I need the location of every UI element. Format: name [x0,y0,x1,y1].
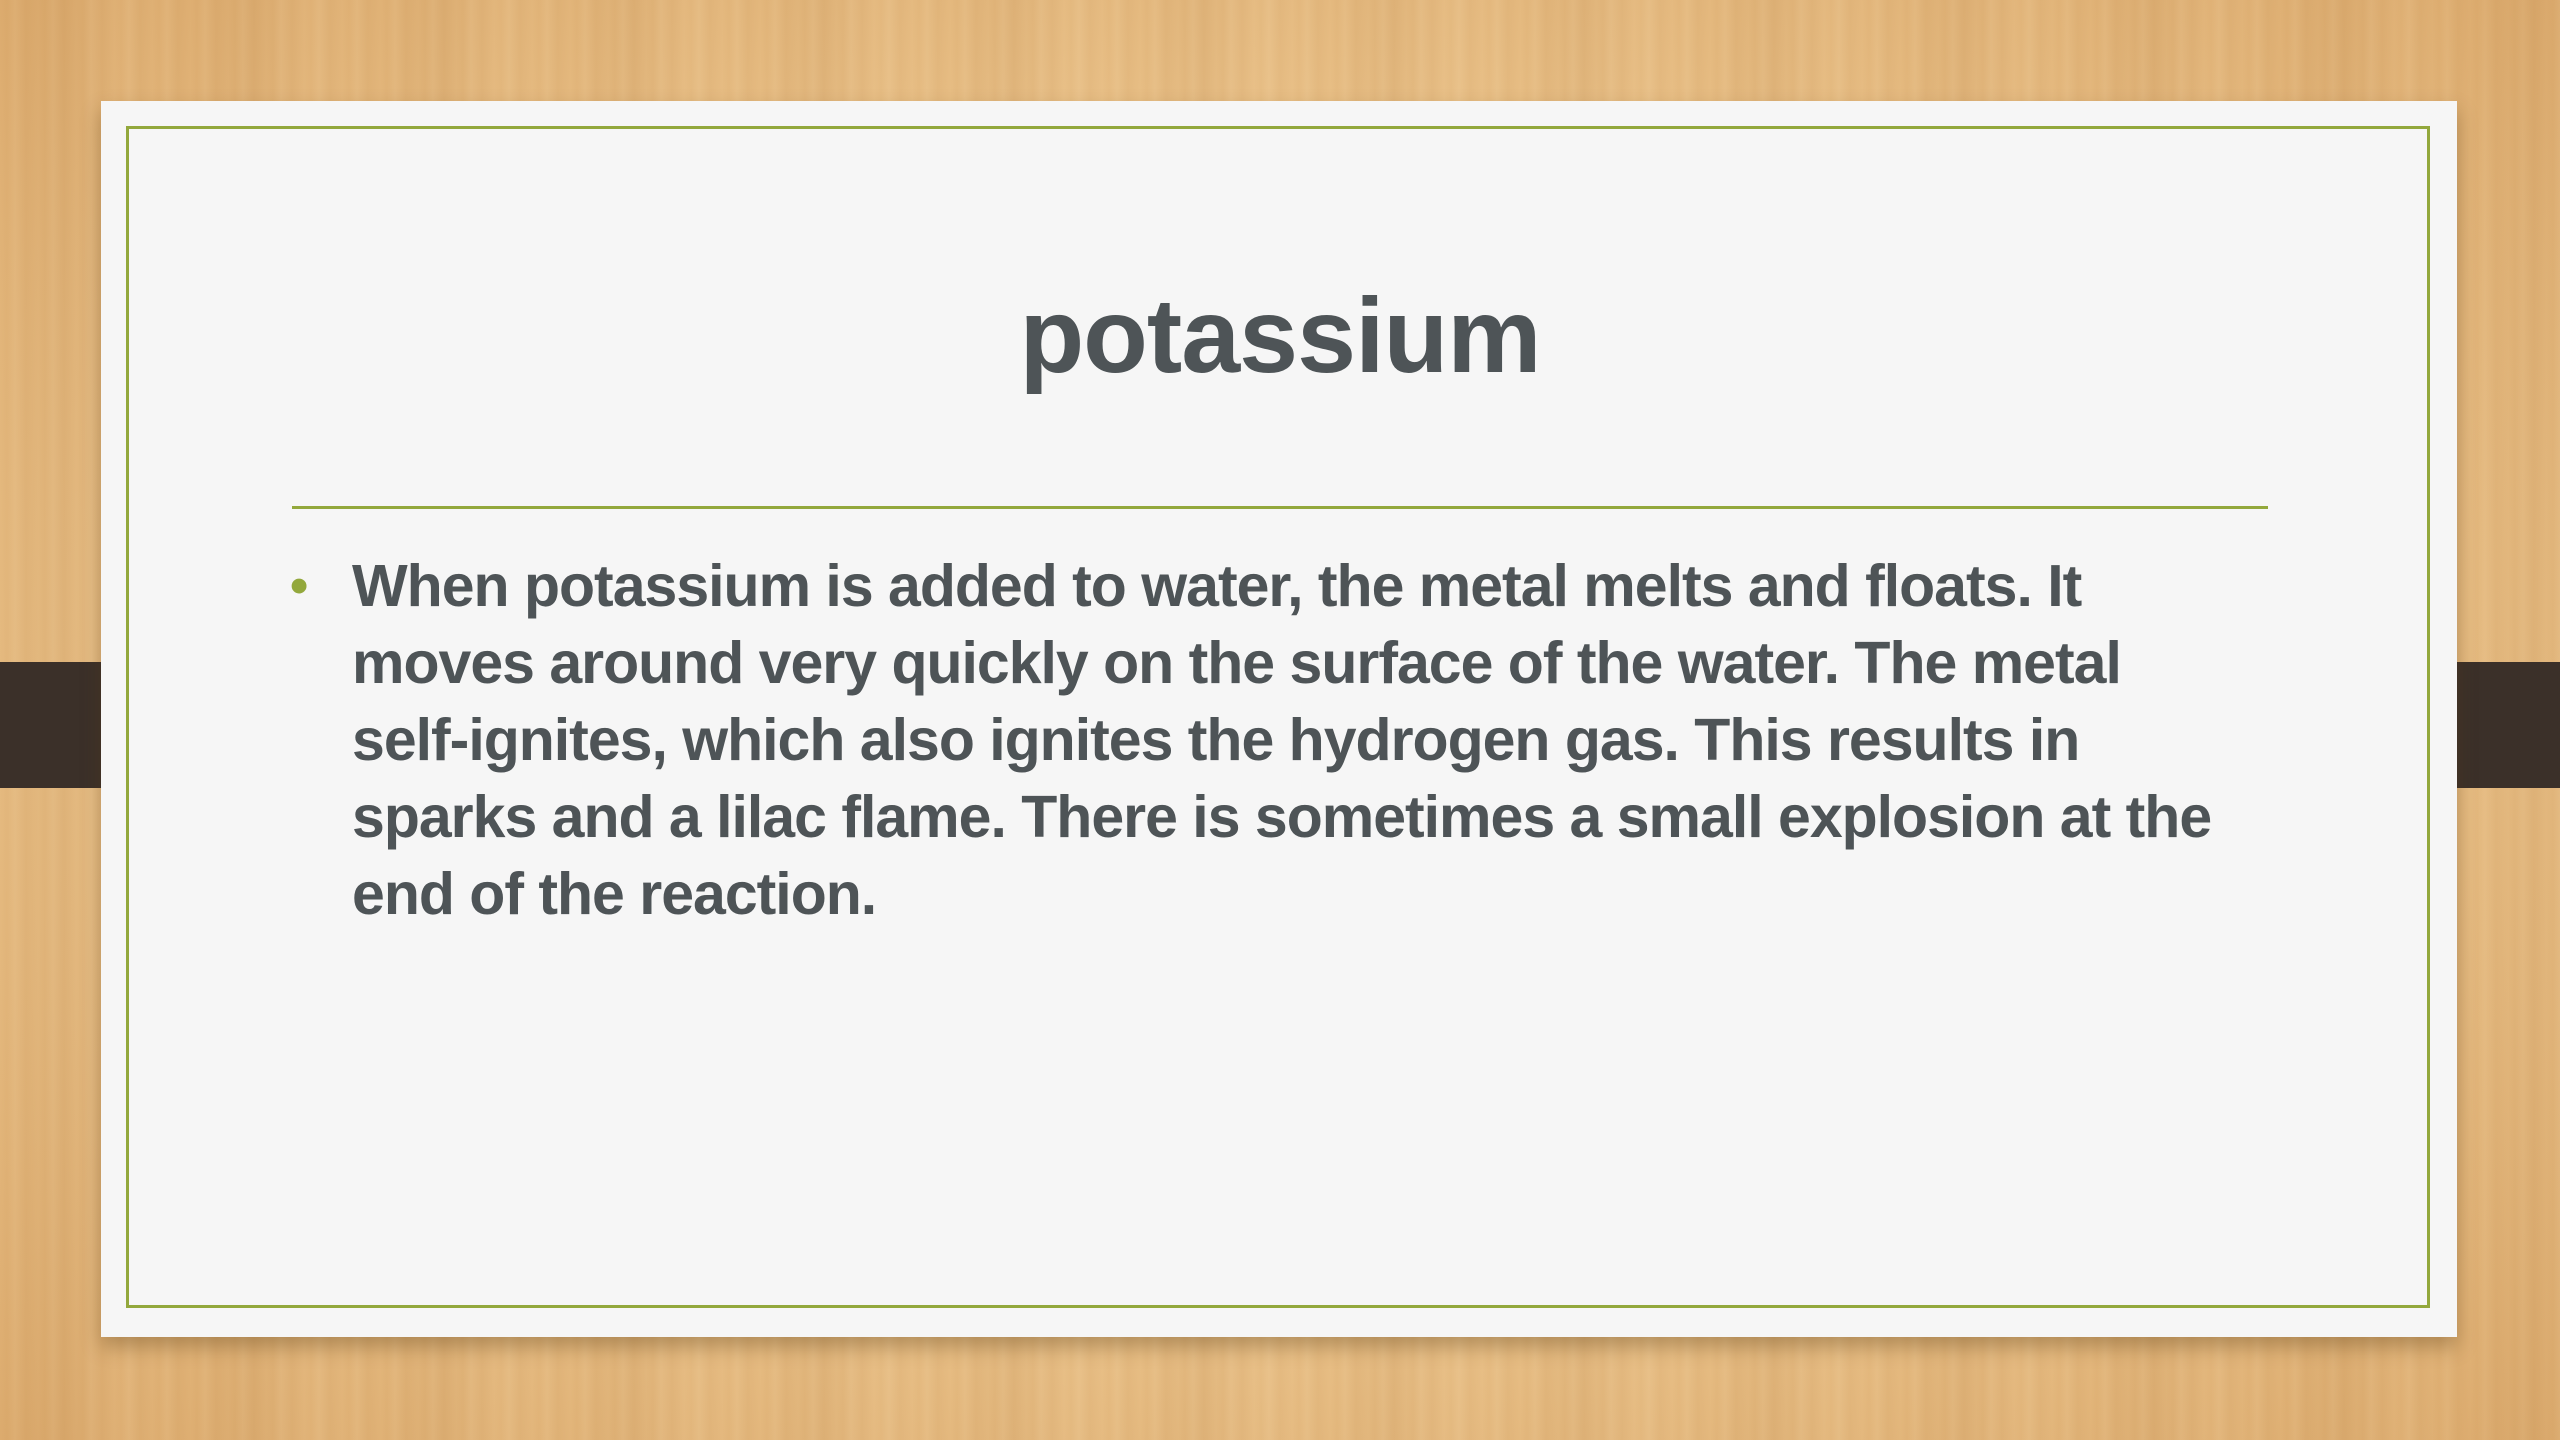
slide-title: potassium [1019,277,1541,395]
bullet-text: When potassium is added to water, the metal melts and floats. It moves around very quickly on the surface of the water. The metal self-ignites, which also ignites the hydrogen gas. This results in sparks and a lilac flame. There is sometimes a small explosion at the end of the reaction. [352,553,2212,927]
bullet-item [290,548,2250,933]
bullet-icon: • [290,557,308,615]
slide-content [290,548,2250,933]
title-divider [292,506,2268,509]
